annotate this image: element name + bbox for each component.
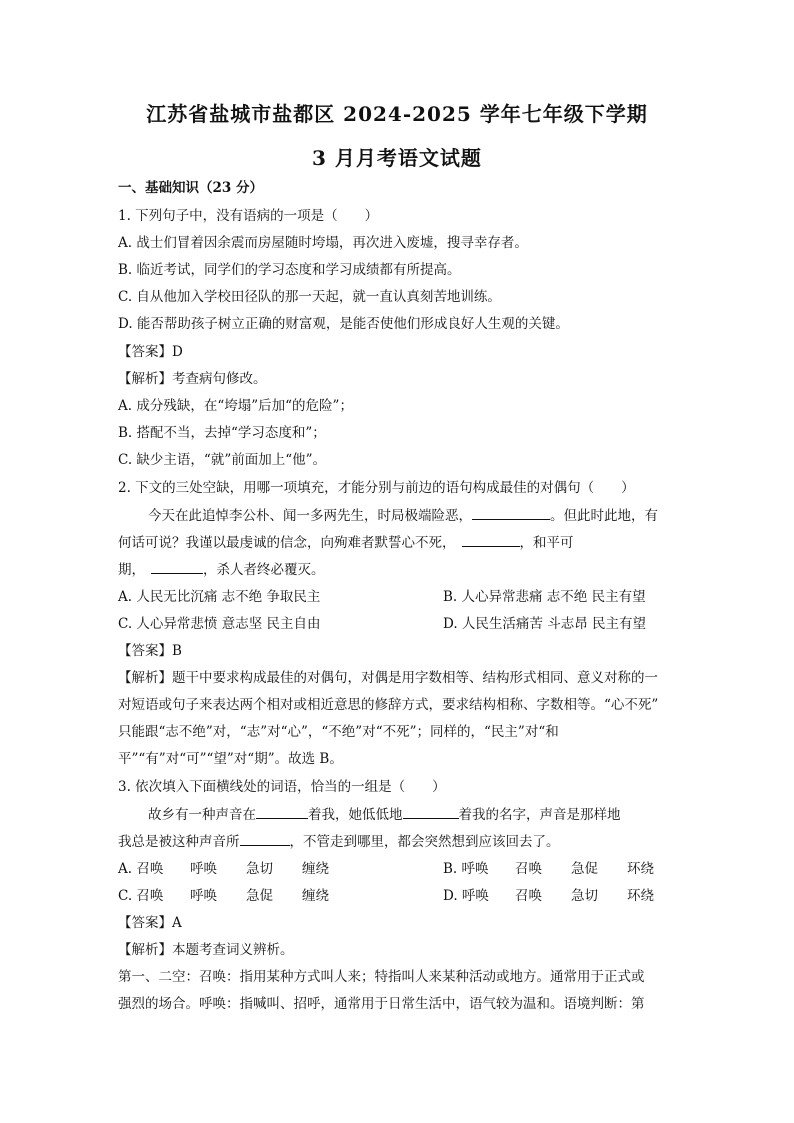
q3-option-word: 召唤 xyxy=(515,888,542,904)
q3-explain-line-1: 第一、二空：召唤：指用某种方式叫人来；特指叫人来某种活动或地方。通常用于正式或 xyxy=(118,969,645,985)
q2-stem: 2. 下文的三处空缺，用哪一项填充，才能分别与前边的语句构成最佳的对偶句（ ） xyxy=(118,480,635,496)
title-line-2: 3 月月考语文试题 xyxy=(312,146,482,170)
q3-option-word: 呼唤 xyxy=(190,861,217,877)
q2-passage-line-3 xyxy=(118,559,680,580)
q3-option-word: 环绕 xyxy=(627,861,654,877)
q2-explain-line-4: 平”“有”对“可”“望”对“期”。故选 B。 xyxy=(118,751,343,767)
q2-answer: 【答案】B xyxy=(118,643,182,659)
q3-option-a xyxy=(118,859,329,879)
q3-option-c xyxy=(118,886,329,906)
fill-blank xyxy=(151,559,203,574)
q3-option-d xyxy=(443,886,654,906)
fill-blank xyxy=(403,804,459,819)
q3-option-word: C. 召唤 xyxy=(118,888,164,904)
q3-analysis: 【解析】本题考查词义辨析。 xyxy=(118,942,294,958)
q2-explain-line-2: 对短语或句子来表达两个相对或相近意思的修辞方式，要求结构相称、字数相等。“心不死” xyxy=(118,697,659,713)
q3-passage-line-2 xyxy=(118,831,680,852)
q2-explain-line-1: 【解析】题干中要求构成最佳的对偶句，对偶是用字数相等、结构形式相同、意义对称的一 xyxy=(118,670,658,686)
fill-blank xyxy=(240,831,290,846)
q3-option-word: A. 召唤 xyxy=(118,861,164,877)
title-line-1: 江苏省盐城市盐都区 2024-2025 学年七年级下学期 xyxy=(146,102,648,126)
q3-option-word: 环绕 xyxy=(627,888,654,904)
q3-passage-text: 故乡有一种声音在 xyxy=(148,807,256,823)
q2-passage-text: ，和平可 xyxy=(519,535,574,551)
q2-option-b: B. 人心异常悲痛 志不绝 民主有望 xyxy=(443,589,646,605)
q2-option-c: C. 人心异常悲愤 意志坚 民主自由 xyxy=(118,616,321,632)
q2-passage-line-1 xyxy=(148,505,710,526)
q3-option-word: 呼唤 xyxy=(190,888,217,904)
q3-passage-line-1 xyxy=(148,804,710,825)
q3-passage-text: 着我的名字，声音是那样地 xyxy=(458,807,621,823)
q1-option-a: A. 战士们冒着因余震而房屋随时垮塌，再次进入废墟，搜寻幸存者。 xyxy=(118,235,528,251)
q2-passage-text: 今天在此追悼李公朴、闻一多两先生，时局极端险恶， xyxy=(148,508,472,524)
q3-option-word: D. 呼唤 xyxy=(443,888,489,904)
q3-option-word: 急促 xyxy=(246,888,273,904)
q2-option-d: D. 人民生活痛苦 斗志昂 民主有望 xyxy=(443,616,647,632)
q2-option-a: A. 人民无比沉痛 志不绝 争取民主 xyxy=(118,589,321,605)
q3-option-word: 召唤 xyxy=(515,861,542,877)
q2-passage-text: 期， xyxy=(118,562,145,578)
q1-answer: 【答案】D xyxy=(118,344,183,360)
q3-passage-text: ，不管走到哪里，都会突然想到应该回去了。 xyxy=(289,834,560,850)
q3-option-word: 急切 xyxy=(571,888,598,904)
fill-blank xyxy=(472,505,550,520)
q1-option-b: B. 临近考试，同学们的学习态度和学习成绩都有所提高。 xyxy=(118,262,461,278)
q1-option-d: D. 能否帮助孩子树立正确的财富观，是能否使他们形成良好人生观的关键。 xyxy=(118,316,569,332)
q3-option-word: 急促 xyxy=(571,861,598,877)
q1-option-c: C. 自从他加入学校田径队的那一天起，就一直认真刻苦地训练。 xyxy=(118,289,501,305)
q1-analysis: 【解析】考查病句修改。 xyxy=(118,371,267,387)
section-heading: 一、基础知识（23 分） xyxy=(118,180,263,196)
fill-blank xyxy=(462,532,520,547)
q2-passage-text: ，杀人者终必覆灭。 xyxy=(203,562,325,578)
q1-stem: 1. 下列句子中，没有语病的一项是（ ） xyxy=(118,208,379,224)
q3-option-word: 缠绕 xyxy=(302,888,329,904)
q3-passage-text: 着我，她低低地 xyxy=(308,807,403,823)
q2-passage-text: 何话可说？我谨以最虔诚的信念，向殉难者默誓心不死， xyxy=(118,535,456,551)
q2-passage-text: 。但此时此地，有 xyxy=(550,508,658,524)
q1-explain-a: A. 成分残缺，在“垮塌”后加“的危险”； xyxy=(118,398,353,414)
q3-option-b xyxy=(443,859,654,879)
q3-option-word: 缠绕 xyxy=(302,861,329,877)
q2-passage-line-2 xyxy=(118,532,680,553)
q3-option-word: 急切 xyxy=(246,861,273,877)
q3-option-word: B. 呼唤 xyxy=(443,861,489,877)
q3-stem: 3. 依次填入下面横线处的词语，恰当的一组是（ ） xyxy=(118,779,446,795)
q3-passage-text: 我总是被这种声音所 xyxy=(118,834,240,850)
fill-blank xyxy=(256,804,308,819)
q3-explain-line-2: 强烈的场合。呼唤：指喊叫、招呼，通常用于日常生活中，语气较为温和。语境判断：第 xyxy=(118,996,645,1012)
q1-explain-c: C. 缺少主语，“就”前面加上“他”。 xyxy=(118,452,327,468)
q1-explain-b: B. 搭配不当，去掉“学习态度和”； xyxy=(118,425,326,441)
q2-explain-line-3: 只能跟“志不绝”对，“志”对“心”，“不绝”对“不死”；同样的，“民主”对“和 xyxy=(118,724,559,740)
q3-answer: 【答案】A xyxy=(118,915,182,931)
